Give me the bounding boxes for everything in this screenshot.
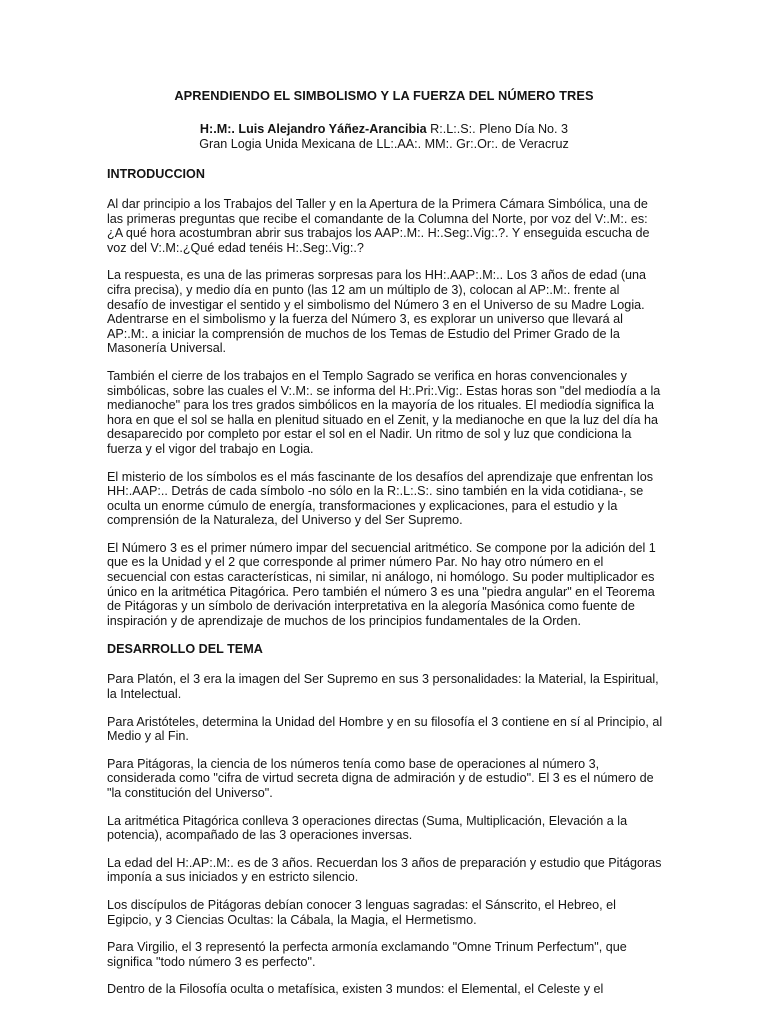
paragraph: La respuesta, es una de las primeras sorpresas para los HH:.AAP:.M:.. Los 3 años de edad (una cifra precisa), y medio día en punto (las 12 am un múltiplo de 3), colocan al AP:.M:. frente al desafío de investigar el sentido y el simbolismo del Número 3 en el Universo de su Madre Logia. Adentrarse en el simbolismo y la fuerza del Número 3, es explorar un universo que llevará al AP:.M:. a iniciar la comprensión de muchos de los Temas de Estudio del Primer Grado de la Masonería Universal. [107,268,647,356]
lodge-line: Gran Logia Unida Mexicana de LL:.AA:. MM:. Gr:.Or:. de Veracruz [199,137,569,151]
paragraph: Dentro de la Filosofía oculta o metafísica, existen 3 mundos: el Elemental, el Celeste y el [107,982,604,997]
paragraph: La edad del H:.AP:.M:. es de 3 años. Recuerdan los 3 años de preparación y estudio que Pitágoras imponía a sus iniciados y en estricto silencio. [107,855,662,885]
paragraph: Para Aristóteles, determina la Unidad del Hombre y en su filosofía el 3 contiene en sí al Principio, al Medio y al Fin. [107,714,663,744]
paragraph: Los discípulos de Pitágoras debían conocer 3 lenguas sagradas: el Sánscrito, el Hebreo, el Egipcio, y 3 Ciencias Ocultas: la Cábala, la Magia, el Hermetismo. [107,897,616,927]
document-title: APRENDIENDO EL SIMBOLISMO Y LA FUERZA DEL NÚMERO TRES [174,88,594,103]
section-heading-introduccion: INTRODUCCION [107,167,205,181]
paragraph: Al dar principio a los Trabajos del Taller y en la Apertura de la Primera Cámara Simbólica, una de las primeras preguntas que recibe el comandante de la Columna del Norte, por voz del V:.M:. es: ¿A qué hora acostumbran abrir sus trabajos los AAP:.M:. H:.Seg:.Vig:.?. Y enseguida escucha de voz del V:.M:.¿Qué edad tenéis H:.Seg:.Vig:.? [107,197,650,255]
paragraph: El Número 3 es el primer número impar del secuencial aritmético. Se compone por la adición del 1 que es la Unidad y el 2 que corresponde al primer número Par. No hay otro número en el secuencial con estas características, ni similar, ni análogo, ni homólogo. Su poder multiplicador es único en la aritmética Pitagórica. Pero también el número 3 es una "piedra angular" en el Teorema de Pitágoras y un símbolo de derivación interpretativa en la alegoría Masónica como fuente de inspiración y de aprendizaje de muchos de los principios fundamentales de la Orden. [107,540,656,628]
paragraph: La aritmética Pitagórica conlleva 3 operaciones directas (Suma, Multiplicación, Elevación a la potencia), acompañado de las 3 operaciones inversas. [107,813,628,843]
paragraph: También el cierre de los trabajos en el Templo Sagrado se verifica en horas convencionales y simbólicas, sobre las cuales el V:.M:. se informa del H:.Pri:.Vig:. Estas horas son "del mediodía a la medianoche" para los tres grados simbólicos en la mayoría de los rituales. El mediodía significa la hora en que el sol se halla en plenitud situado en el Zenit, y la medianoche en que la luz del día ha desaparecido por completo por estar el sol en el Nadir. Un ritmo de sol y luz que condiciona la fuerza y el vigor del trabajo en Logia. [107,368,661,456]
document-body [107,166,663,1010]
author-rank: R:.L:.S:. Pleno Día No. 3 [426,122,569,136]
paragraph: El misterio de los símbolos es el más fascinante de los desafíos del aprendizaje que enfrentan los HH:.AAP:.. Detrás de cada símbolo -no sólo en la R:.L:.S:. sino también en la vida cotidiana-, se oculta un enorme cúmulo de energía, transformaciones y explicaciones, para el estudio y la comprensión de la Naturaleza, del Universo y del Ser Supremo. [107,469,654,528]
paragraph: Para Platón, el 3 era la imagen del Ser Supremo en sus 3 personalidades: la Material, la Espiritual, la Intelectual. [107,672,659,702]
paragraph: Para Pitágoras, la ciencia de los números tenía como base de operaciones al número 3, considerada como "cifra de virtud secreta digna de admiración y de estudio". El 3 es el número de "la constitución del Universo". [107,756,654,800]
author-block [0,122,768,152]
section-heading-desarrollo: DESARROLLO DEL TEMA [107,642,263,657]
author-name: H:.M:. Luis Alejandro Yáñez-Arancibia [199,122,427,136]
paragraph: Para Virgilio, el 3 representó la perfecta armonía exclamando "Omne Trinum Perfectum", que significa "todo número 3 es perfecto". [107,940,627,969]
author-line [0,122,768,137]
